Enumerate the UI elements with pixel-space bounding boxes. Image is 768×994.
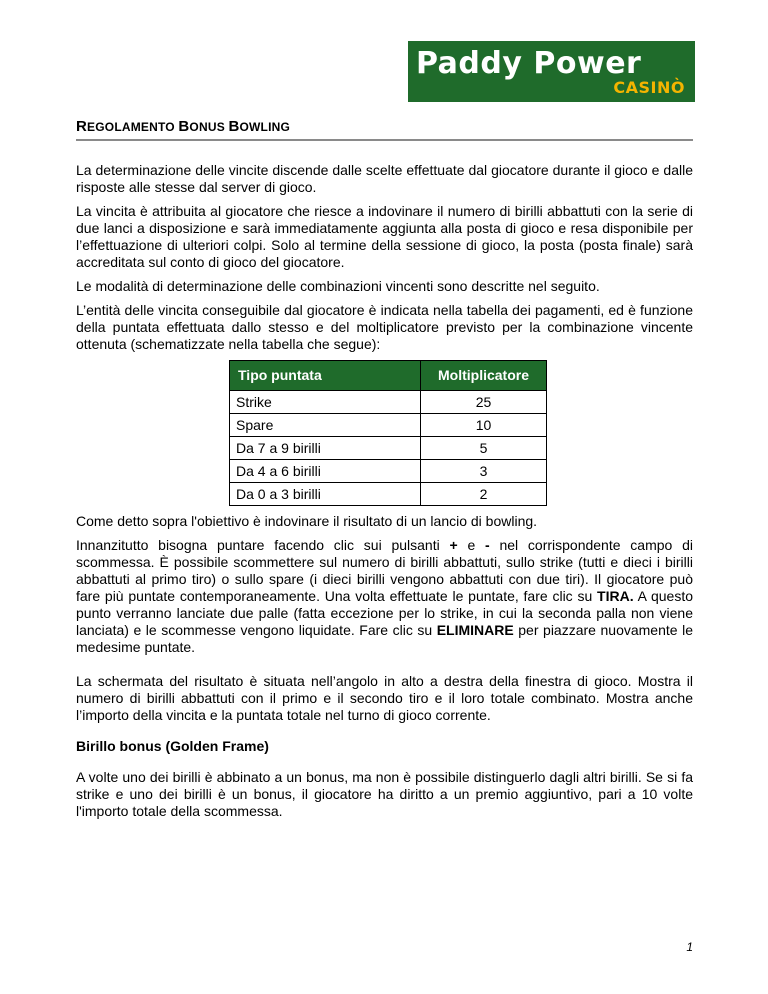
paragraph-3: Le modalità di determinazione delle combinazioni vincenti sono descritte nel seguito. <box>76 278 600 294</box>
payout-table-header <box>230 361 547 391</box>
title-part-3: OWLING <box>239 120 291 134</box>
minus-symbol: - <box>485 537 490 553</box>
paragraph-2: La vincita è attribuita al giocatore che riesce a indovinare il numero di birilli abbattuti con la serie di due lanci a disposizione e sarà immediatamente aggiunta alla posta di gioco e resa disponibile per l’effettuazione di ulteriori colpi. Solo al termine della sessione di gioco, la posta (posta finale) sarà accreditata sul conto di gioco del giocatore. <box>76 203 693 270</box>
cell-moltiplicatore: 10 <box>421 414 547 437</box>
paddy-power-casino-logo <box>408 41 695 102</box>
p6-text-c: nel corrispondente campo di scommessa. È possibile scommettere sul numero di birilli abbattuti, sullo strike (tutti e dieci i birilli abbattuti al primo tiro) o sullo spare (i dieci birilli vengono abbattuti con due tiri). Il giocatore può fare più puntate contemporaneamente. Una volta effettuate le puntate, fare clic su <box>76 537 693 604</box>
table-row <box>230 460 547 483</box>
paragraph-1: La determinazione delle vincite discende dalle scelte effettuate dal giocatore durante il gioco e dalle risposte alle stesse dal server di gioco. <box>76 162 693 195</box>
paragraph-8: A volte uno dei birilli è abbinato a un bonus, ma non è possibile distinguerlo dagli altri birilli. Se si fa strike e uno dei birilli è un bonus, il giocatore ha diritto a un premio aggiuntivo, pari a 10 volte l'importo totale della scommessa. <box>76 769 693 819</box>
table-row <box>230 391 547 414</box>
logo-sub-text: CASINÒ <box>613 78 685 97</box>
p6-text-a: Innanzitutto bisogna puntare facendo clic sui pulsanti <box>76 537 450 553</box>
cell-tipo: Da 0 a 3 birilli <box>230 483 421 506</box>
cell-tipo: Da 4 a 6 birilli <box>230 460 421 483</box>
cell-moltiplicatore: 3 <box>421 460 547 483</box>
paragraph-6 <box>76 537 693 656</box>
payout-table <box>229 360 547 506</box>
cell-tipo: Da 7 a 9 birilli <box>230 437 421 460</box>
section-heading-golden-frame: Birillo bonus (Golden Frame) <box>76 738 269 754</box>
p6-text-d: A questo punto verranno lanciate due palle (fatta eccezione per lo strike, in cui la seconda palla non viene lanciata) e le scommesse vengono liquidate. Fare clic su <box>76 588 693 638</box>
title-part-1: EGOLAMENTO <box>87 120 179 134</box>
title-part-2: ONUS <box>189 120 229 134</box>
plus-symbol: + <box>449 537 458 553</box>
cell-moltiplicatore: 2 <box>421 483 547 506</box>
title-cap-b1: B <box>178 118 190 135</box>
paragraph-7: La schermata del risultato è situata nell’angolo in alto a destra della finestra di gioco. Mostra il numero di birilli abbattuti con il primo e il secondo tiro e il loro totale combinato. Mostra anche l’importo della vincita e la puntata totale nel turno di gioco corrente. <box>76 673 693 723</box>
page-title <box>76 118 693 141</box>
eliminare-keyword: ELIMINARE <box>436 622 514 638</box>
table-row <box>230 483 547 506</box>
paragraph-4: L’entità delle vincita conseguibile dal giocatore è indicata nella tabella dei pagamenti, ed è funzione della puntata effettuata dallo stesso e del moltiplicatore previsto per la combinazione vincente ottenuta (schematizzate nella tabella che segue): <box>76 302 693 352</box>
paragraph-5: Come detto sopra l'obiettivo è indovinare il risultato di un lancio di bowling. <box>76 513 538 529</box>
p6-text-b: e <box>457 537 486 553</box>
logo-brand-text: Paddy Power <box>416 46 642 81</box>
title-cap-r: R <box>76 118 88 135</box>
table-row <box>230 437 547 460</box>
header-tipo-puntata: Tipo puntata <box>230 361 421 391</box>
title-cap-b2: B <box>228 118 240 135</box>
cell-moltiplicatore: 25 <box>421 391 547 414</box>
header-moltiplicatore: Moltiplicatore <box>421 361 547 391</box>
cell-tipo: Spare <box>230 414 421 437</box>
cell-moltiplicatore: 5 <box>421 437 547 460</box>
p6-text-e: per piazzare nuovamente le medesime puntate. <box>76 622 693 655</box>
cell-tipo: Strike <box>230 391 421 414</box>
tira-keyword: TIRA. <box>597 588 634 604</box>
document-body <box>76 162 693 827</box>
table-row <box>230 414 547 437</box>
page-number: 1 <box>686 940 693 954</box>
